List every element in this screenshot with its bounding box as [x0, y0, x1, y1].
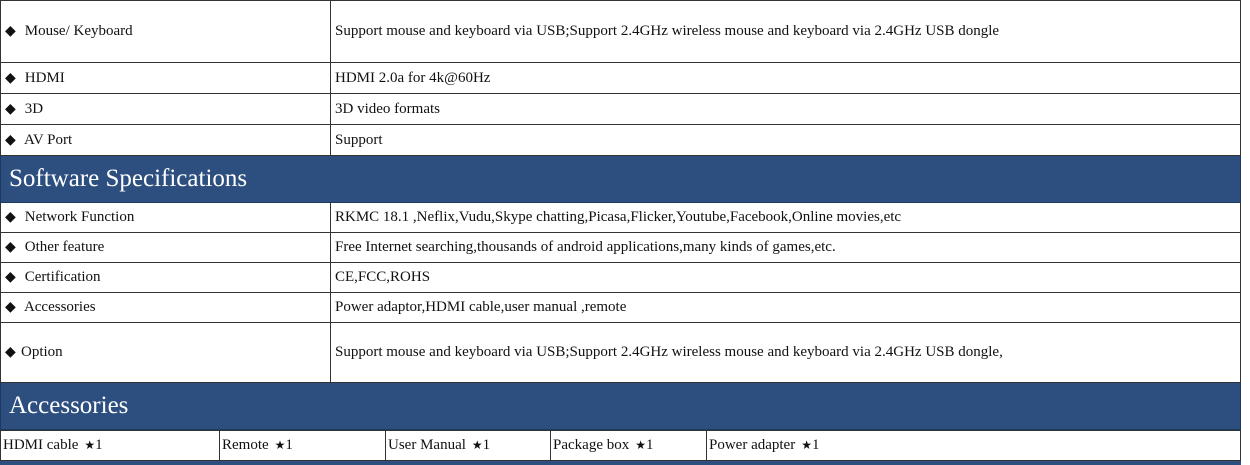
- table-row: [1, 263, 1241, 293]
- section-header-row: [1, 383, 1241, 430]
- row-label: ◆ Option: [1, 323, 331, 383]
- bottom-section-band: [0, 461, 1241, 465]
- star-icon: ★: [274, 438, 286, 452]
- row-value: Power adaptor,HDMI cable,user manual ,remote: [331, 293, 1241, 323]
- accessory-cell: Package box ★1: [551, 431, 707, 461]
- row-label: ◆ AV Port: [1, 125, 331, 156]
- row-value: CE,FCC,ROHS: [331, 263, 1241, 293]
- diamond-icon: ◆: [5, 300, 16, 315]
- diamond-icon: ◆: [5, 270, 16, 285]
- row-label: ◆ HDMI: [1, 63, 331, 94]
- row-value: Support mouse and keyboard via USB;Support 2.4GHz wireless mouse and keyboard via 2.4GHz USB dongle: [331, 1, 1241, 63]
- row-value: RKMC 18.1 ,Neflix,Vudu,Skype chatting,Picasa,Flicker,Youtube,Facebook,Online movies,etc: [331, 203, 1241, 233]
- star-icon: ★: [635, 438, 646, 452]
- accessory-cell: Remote ★1: [220, 431, 386, 461]
- row-value: Support mouse and keyboard via USB;Support 2.4GHz wireless mouse and keyboard via 2.4GHz USB dongle,: [331, 323, 1241, 383]
- row-value: Free Internet searching,thousands of android applications,many kinds of games,etc.: [331, 233, 1241, 263]
- star-icon: ★: [801, 438, 812, 452]
- section-title-accessories: Accessories: [1, 383, 1241, 430]
- table-row: [1, 323, 1241, 383]
- section-header-row: [1, 156, 1241, 203]
- table-row: [1, 125, 1241, 156]
- accessories-row: [1, 431, 1241, 461]
- diamond-icon: ◆: [5, 345, 16, 360]
- row-label: ◆ Network Function: [1, 203, 331, 233]
- star-icon: ★: [84, 438, 96, 452]
- row-label: ◆ 3D: [1, 94, 331, 125]
- diamond-icon: ◆: [5, 132, 16, 148]
- row-label: ◆ Certification: [1, 263, 331, 293]
- row-label: ◆ Accessories: [1, 293, 331, 323]
- diamond-icon: ◆: [5, 240, 16, 255]
- accessory-cell: Power adapter ★1: [707, 431, 1241, 461]
- table-row: [1, 1, 1241, 63]
- diamond-icon: ◆: [5, 70, 16, 86]
- table-row: [1, 94, 1241, 125]
- row-label: ◆ Mouse/ Keyboard: [1, 1, 331, 63]
- row-value: HDMI 2.0a for 4k@60Hz: [331, 63, 1241, 94]
- accessory-cell: HDMI cable ★1: [1, 431, 220, 461]
- accessory-cell: User Manual ★1: [386, 431, 551, 461]
- star-icon: ★: [471, 438, 483, 452]
- table-row: [1, 63, 1241, 94]
- row-value: Support: [331, 125, 1241, 156]
- table-row: [1, 203, 1241, 233]
- diamond-icon: ◆: [5, 24, 16, 39]
- row-label: ◆ Other feature: [1, 233, 331, 263]
- table-row: [1, 293, 1241, 323]
- row-value: 3D video formats: [331, 94, 1241, 125]
- section-title-software: Software Specifications: [1, 156, 1241, 203]
- accessories-table: [0, 430, 1241, 461]
- diamond-icon: ◆: [5, 210, 16, 225]
- diamond-icon: ◆: [5, 101, 16, 117]
- table-row: [1, 233, 1241, 263]
